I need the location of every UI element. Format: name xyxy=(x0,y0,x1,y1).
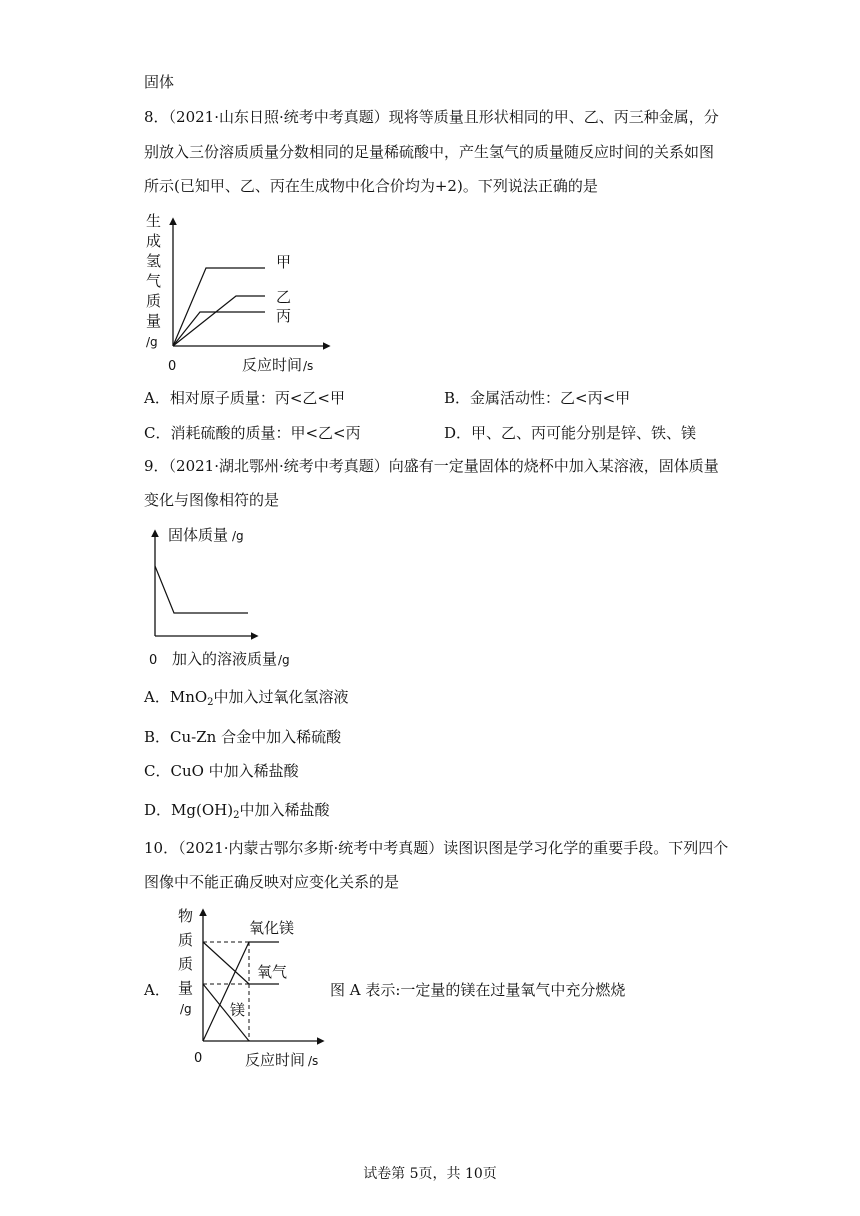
q8-stem-line-2: 别放入三份溶质质量分数相同的足量稀硫酸中，产生氢气的质量随反应时间的关系如图 xyxy=(144,143,715,161)
q8-ylabel-char: 量 xyxy=(146,312,162,330)
q8-stem-line-1: 8．（2021·山东日照·统考中考真题）现将等质量且形状相同的甲、乙、丙三种金属，分 xyxy=(144,108,719,126)
q10-label-o2: 氧气 xyxy=(257,963,288,981)
q9-option-a-prefix: A． xyxy=(144,688,170,706)
q8-yunit: /g xyxy=(146,335,158,349)
q9-option-a-text: 中加入过氧化氢溶液 xyxy=(213,688,349,706)
q8-label-jia: 甲 xyxy=(276,253,292,271)
q10-ylabel-char: 量 xyxy=(178,979,194,997)
q8-ylabel-char: 氢 xyxy=(146,252,162,270)
q9-ylabel: 固体质量 xyxy=(168,526,229,544)
q10-yunit: /g xyxy=(180,1002,192,1016)
q8-curve-bing xyxy=(173,312,265,346)
q10-xunit: /s xyxy=(308,1054,319,1068)
q10-option-a-text: 图 A 表示:一定量的镁在过量氧气中充分燃烧 xyxy=(330,981,626,999)
q9-option-a-subscript: 2 xyxy=(207,697,214,708)
q10-xlabel: 反应时间 xyxy=(245,1051,306,1069)
q8-ylabel-char: 气 xyxy=(146,272,162,290)
page-footer: 试卷第 5页，共 10页 xyxy=(363,1166,497,1182)
q9-option-b: B．Cu-Zn 合金中加入稀硫酸 xyxy=(144,728,342,746)
continued-text: 固体 xyxy=(144,73,175,91)
q9-xlabel: 加入的溶液质量 xyxy=(172,650,278,668)
q10-ylabel-char: 质 xyxy=(178,955,194,973)
q8-figure xyxy=(140,208,340,378)
q9-option-a xyxy=(144,687,349,713)
q10-label-mg: 镁 xyxy=(230,1001,246,1019)
q8-option-d: D．甲、乙、丙可能分别是锌、铁、镁 xyxy=(444,424,697,442)
q8-curve-yi xyxy=(173,296,265,346)
q10-ylabel-char: 质 xyxy=(178,931,194,949)
q8-ylabel-char: 质 xyxy=(146,292,162,310)
q9-stem-line-2: 变化与图像相符的是 xyxy=(144,491,280,509)
q9-option-d-subscript: 2 xyxy=(233,810,240,821)
q8-xlabel: 反应时间 xyxy=(242,356,303,374)
q10-ylabel-char: 物 xyxy=(178,907,194,925)
q10-curve-mgo xyxy=(203,942,279,1041)
q10-stem-line-2: 图像中不能正确反映对应变化关系的是 xyxy=(144,873,400,891)
q8-option-a: A．相对原子质量：丙<乙<甲 xyxy=(144,389,345,407)
q8-origin: 0 xyxy=(168,359,177,374)
q10-figure xyxy=(172,903,338,1073)
q8-stem-line-3: 所示(已知甲、乙、丙在生成物中化合价均为+2)。下列说法正确的是 xyxy=(144,177,598,195)
q8-ylabel-char: 生 xyxy=(146,212,162,230)
q8-label-yi: 乙 xyxy=(276,288,292,306)
q9-origin: 0 xyxy=(149,653,158,668)
q10-stem-line-1: 10．（2021·内蒙古鄂尔多斯·统考中考真题）读图识图是学习化学的重要手段。下列四个 xyxy=(144,839,729,857)
q9-option-d xyxy=(144,800,329,826)
q9-figure xyxy=(140,522,310,670)
q9-option-a-formula: MnO xyxy=(169,688,208,706)
q9-option-d-prefix: D． xyxy=(144,801,172,819)
q8-ylabel-char: 成 xyxy=(146,232,162,250)
q10-origin: 0 xyxy=(194,1051,203,1066)
q9-option-d-text: 中加入稀盐酸 xyxy=(239,801,330,819)
q9-option-c: C．CuO 中加入稀盐酸 xyxy=(144,762,299,780)
q10-label-mgo: 氧化镁 xyxy=(249,919,295,937)
q8-label-bing: 丙 xyxy=(276,307,292,325)
q9-yunit: /g xyxy=(232,529,244,543)
q8-xunit: /s xyxy=(303,359,314,373)
q9-xunit: /g xyxy=(278,653,290,667)
q8-option-b: B．金属活动性：乙<丙<甲 xyxy=(444,389,631,407)
q9-option-d-formula: Mg(OH) xyxy=(171,801,234,819)
q9-stem-line-1: 9．（2021·湖北鄂州·统考中考真题）向盛有一定量固体的烧杯中加入某溶液，固体质量 xyxy=(144,457,719,475)
q8-option-c: C．消耗硫酸的质量：甲<乙<丙 xyxy=(144,424,361,442)
q10-option-a-label: A． xyxy=(144,981,170,999)
q9-curve xyxy=(155,566,248,613)
